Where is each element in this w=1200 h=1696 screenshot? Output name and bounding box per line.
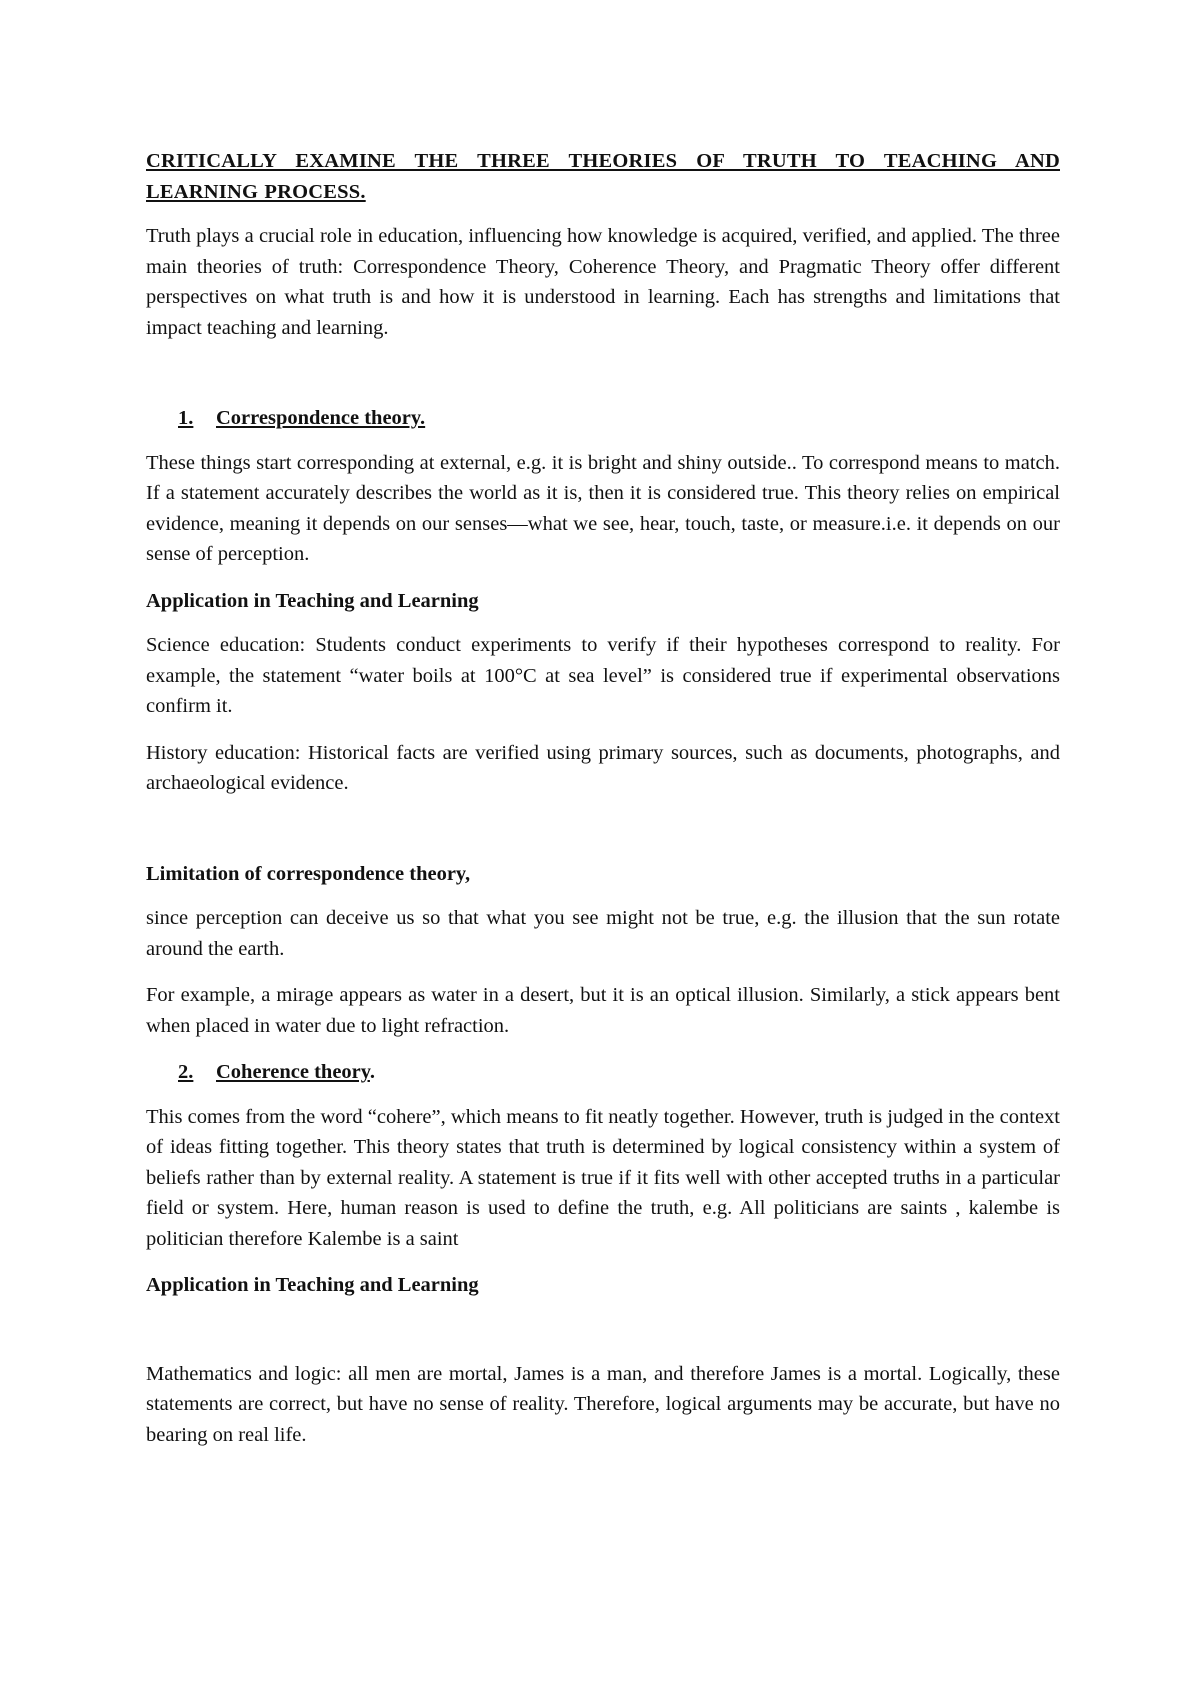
application-heading: Application in Teaching and Learning bbox=[146, 1274, 479, 1296]
section-number: 1. bbox=[178, 407, 194, 429]
coherence-body: This comes from the word “cohere”, which means to fit neatly together. However, truth is judged in the context of ideas fitting together. This theory states that truth is determined by logical consistency within a system of beliefs rather than by external reality. A statement is true if it fits well with other accepted truths in a particular field or system. Here, human reason is used to define the truth, e.g. All politicians are saints , kalembe is politician therefore Kalembe is a saint bbox=[146, 1105, 1060, 1250]
document-page bbox=[146, 140, 1060, 1466]
correspondence-body: These things start corresponding at external, e.g. it is bright and shiny outside.. To correspond means to match. If a statement accurately describes the world as it is, then it is considered true. This theory relies on empirical evidence, meaning it depends on our senses—what we see, hear, touch, taste, or measure.i.e. it depends on our sense of perception. bbox=[146, 451, 1060, 565]
section-title-suffix: . bbox=[369, 1061, 376, 1083]
section-title: Correspondence theory. bbox=[216, 407, 426, 429]
application-history-paragraph: History education: Historical facts are verified using primary sources, such as documents, photographs, and archaeological evidence. bbox=[146, 741, 1060, 794]
section-heading-coherence bbox=[146, 1057, 1060, 1088]
application-science-paragraph: Science education: Students conduct experiments to verify if their hypotheses correspond to reality. For example, the statement “water boils at 100°C at sea level” is considered true if experimental observations confirm it. bbox=[146, 634, 1060, 717]
application-math-paragraph: Mathematics and logic: all men are mortal, James is a man, and therefore James is a mortal. Logically, these statements are correct, but have no sense of reality. Therefore, logical arguments may be accurate, but have no bearing on real life. bbox=[146, 1362, 1060, 1446]
document-title: CRITICALLY EXAMINE THE THREE THEORIES OF TRUTH TO TEACHING AND LEARNING PROCESS. bbox=[146, 150, 1060, 203]
section-heading-correspondence bbox=[146, 403, 1060, 434]
spacer bbox=[146, 359, 1060, 403]
intro-paragraph: Truth plays a crucial role in education, influencing how knowledge is acquired, verified, and applied. The three main theories of truth: Correspondence Theory, Coherence Theory, and Pragmatic Theory offer different perspectives on what truth is and how it is understood in learning. Each has strengths and limitations that impact teaching and learning. bbox=[146, 225, 1060, 339]
spacer bbox=[146, 1315, 1060, 1359]
limitation-paragraph-2: For example, a mirage appears as water in a desert, but it is an optical illusion. Similarly, a stick appears bent when placed in water due to light refraction. bbox=[146, 984, 1060, 1037]
application-heading: Application in Teaching and Learning bbox=[146, 589, 479, 612]
limitation-paragraph-1: since perception can deceive us so that what you see might not be true, e.g. the illusion that the sun rotate around the earth. bbox=[146, 907, 1060, 960]
section-number: 2. bbox=[178, 1061, 194, 1083]
spacer bbox=[146, 815, 1060, 859]
section-title: Coherence theory bbox=[216, 1061, 370, 1083]
limitation-heading: Limitation of correspondence theory, bbox=[146, 862, 471, 885]
